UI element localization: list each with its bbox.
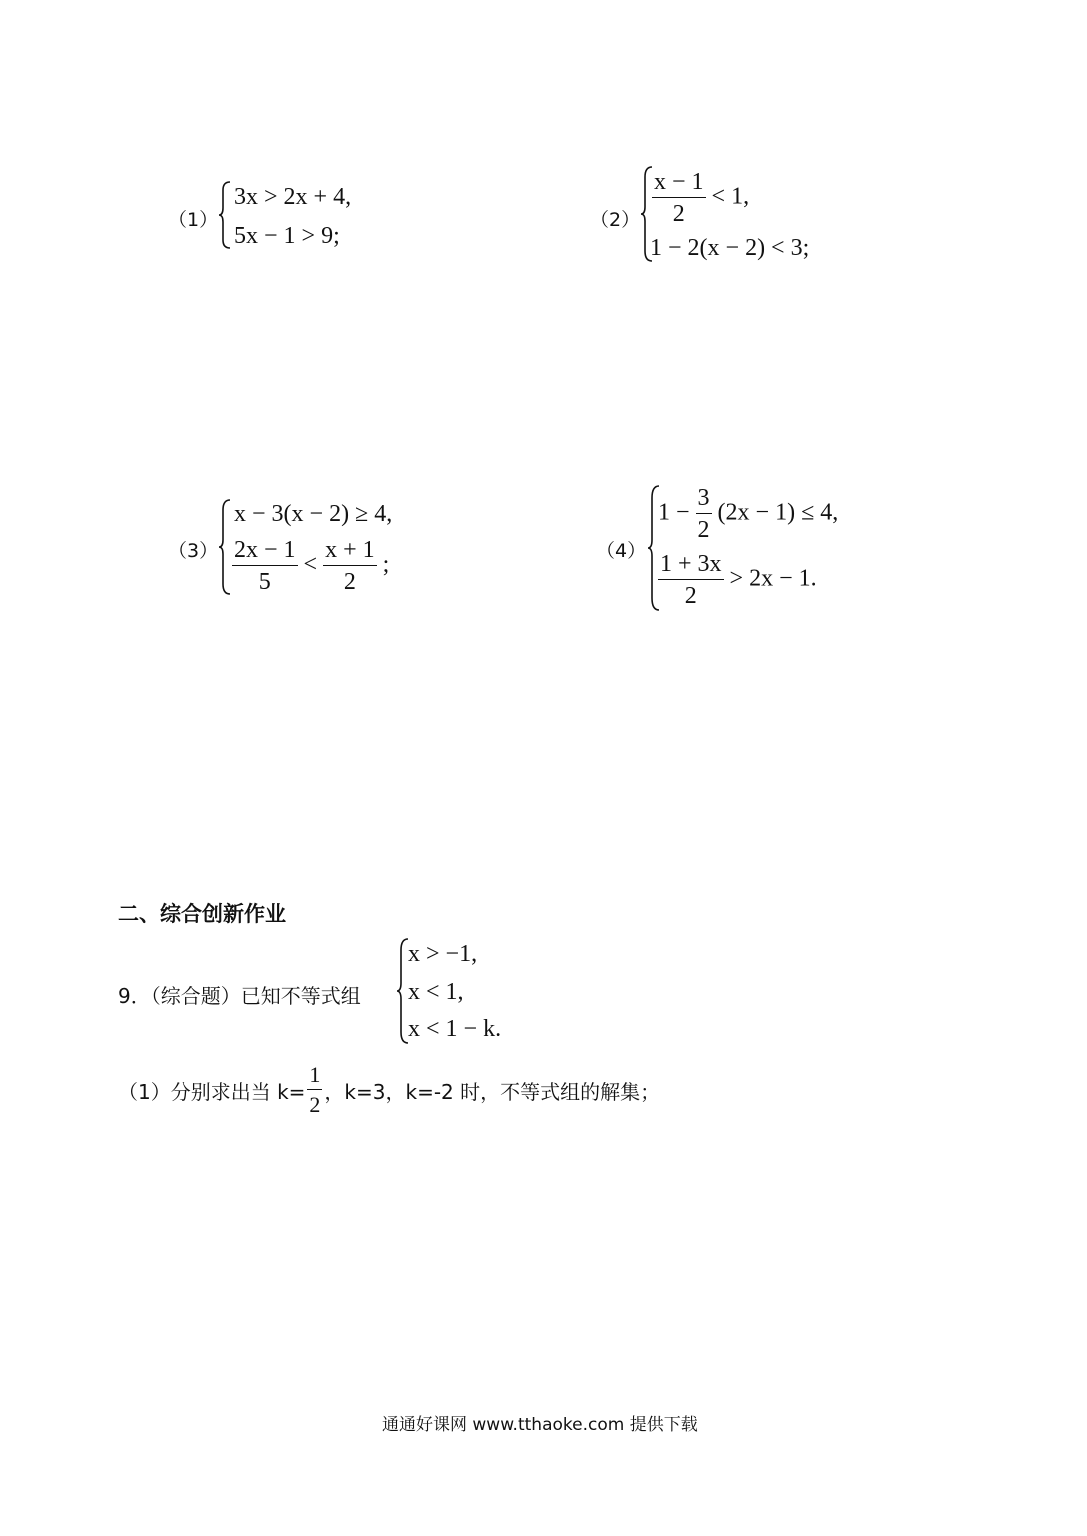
problem-3-end: ; xyxy=(382,551,390,578)
fraction-denominator: 2 xyxy=(672,201,685,227)
problem-4-fraction-2 xyxy=(658,552,724,608)
problem-1-brace xyxy=(218,180,232,250)
fraction-denominator: 2 xyxy=(343,569,356,595)
problem-4-post: (2x − 1) ≤ 4, xyxy=(717,499,839,526)
fraction-numerator: x + 1 xyxy=(323,538,377,566)
fraction-numerator: 2x − 1 xyxy=(232,538,298,566)
problem-3-label: （3） xyxy=(168,540,219,562)
q9-line-1: x > −1, xyxy=(408,941,478,967)
problem-3-fraction-a xyxy=(232,538,298,594)
q9-part-1-suffix: ，k=3，k=-2 时，不等式组的解集； xyxy=(324,1079,661,1104)
problem-4-pre: 1 − xyxy=(658,499,690,526)
problem-2-label: （2） xyxy=(590,209,641,231)
problem-1-label: （1） xyxy=(168,209,219,231)
problem-1-line-1: 3x > 2x + 4, xyxy=(234,184,352,210)
section-heading: 二、综合创新作业 xyxy=(118,902,286,926)
problem-4-line-2-post: > 2x − 1. xyxy=(729,565,817,592)
fraction-denominator: 2 xyxy=(697,517,710,543)
fraction-numerator: 1 + 3x xyxy=(658,552,724,580)
problem-1-line-2: 5x − 1 > 9; xyxy=(234,223,340,249)
fraction-numerator: 1 xyxy=(307,1064,322,1090)
problem-4-fraction-1 xyxy=(696,486,712,542)
q9-part-1-fraction xyxy=(307,1064,322,1116)
problem-4-line-2 xyxy=(658,552,817,608)
fraction-numerator: 3 xyxy=(696,486,712,514)
fraction-denominator: 2 xyxy=(684,583,697,609)
q9-line-2: x < 1, xyxy=(408,979,464,1005)
problem-3-line-1: x − 3(x − 2) ≥ 4, xyxy=(234,501,393,527)
footer-credit: 通通好课网 www.tthaoke.com 提供下载 xyxy=(382,1415,698,1435)
problem-3-line-2 xyxy=(232,538,389,594)
fraction-denominator: 5 xyxy=(258,569,271,595)
problem-2-after-fraction: < 1, xyxy=(711,183,750,210)
fraction-denominator: 2 xyxy=(309,1092,321,1117)
problem-3-brace xyxy=(218,498,232,596)
problem-4-label: （4） xyxy=(596,540,647,562)
problem-4-line-1 xyxy=(658,486,838,542)
problem-2-line-2: 1 − 2(x − 2) < 3; xyxy=(650,235,810,261)
q9-part-1 xyxy=(118,1064,660,1116)
problem-2-line-1 xyxy=(652,170,749,226)
q9-part-1-prefix: （1）分别求出当 k= xyxy=(118,1079,306,1104)
problem-3-fraction-b xyxy=(323,538,377,594)
q9-prefix: 9．（综合题）已知不等式组 xyxy=(118,984,361,1008)
problem-3-less-than: < xyxy=(303,551,318,578)
q9-line-3: x < 1 − k. xyxy=(408,1016,502,1042)
problem-2-fraction xyxy=(652,170,706,226)
fraction-numerator: x − 1 xyxy=(652,170,706,198)
